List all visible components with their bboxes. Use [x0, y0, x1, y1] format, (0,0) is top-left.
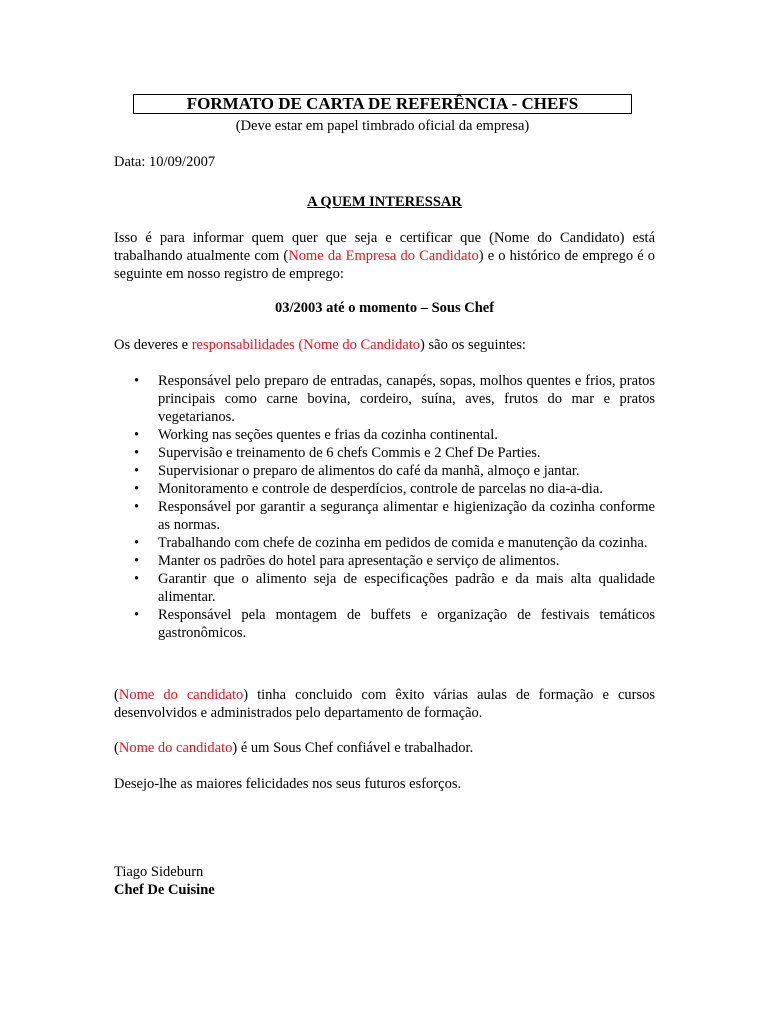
document-title: FORMATO DE CARTA DE REFERÊNCIA - CHEFS [133, 94, 632, 114]
duties-intro-end: ) são os seguintes: [420, 337, 526, 353]
signature-name: Tiago Sideburn [114, 864, 204, 880]
candidate-name-placeholder: Nome do candidato [118, 687, 244, 703]
duties-intro-start: Os deveres e [114, 337, 192, 353]
list-item: • Monitoramento e controle de desperdícios, controle de parcelas no dia-a-dia. [158, 480, 655, 498]
signature-title: Chef De Cuisine [114, 882, 215, 898]
reliability-text: ) é um Sous Chef confiável e trabalhador. [232, 740, 474, 756]
training-text: ) tinha concluido com êxito várias aulas de formação e cursos desenvolvidos e administrados pelo departamento de formação. [114, 687, 655, 721]
paren-open: ( [114, 740, 119, 756]
list-item: • Supervisão e treinamento de 6 chefs Commis e 2 Chef De Parties. [158, 444, 655, 462]
list-item: • Responsável por garantir a segurança alimentar e higienização da cozinha conforme as normas. [158, 498, 655, 534]
list-item: • Working nas seções quentes e frias da cozinha continental. [158, 426, 655, 444]
duties-list [158, 372, 655, 642]
intro-text-end: ) e o histórico de emprego é o seguinte em nosso registro de emprego: [114, 248, 656, 282]
list-item: • Supervisionar o preparo de alimentos do café da manhã, almoço e jantar. [158, 462, 655, 480]
salutation: A QUEM INTERESSAR [307, 194, 462, 210]
position-line: 03/2003 até o momento – Sous Chef [274, 300, 495, 316]
list-item: • Manter os padrões do hotel para apresentação e serviço de alimentos. [158, 552, 655, 570]
list-item: • Garantir que o alimento seja de especificações padrão e da mais alta qualidade alimentar. [158, 570, 655, 606]
paren-open: ( [114, 687, 119, 703]
responsibilities-placeholder: responsabilidades (Nome do Candidato [191, 337, 421, 353]
date-line: Data: 10/09/2007 [114, 154, 216, 170]
company-name-placeholder: Nome da Empresa do Candidato [288, 248, 479, 264]
document-subtitle: (Deve estar em papel timbrado oficial da empresa) [235, 118, 530, 134]
list-item: • Responsável pelo preparo de entradas, canapés, sopas, molhos quentes e frios, pratos principais como carne bovina, cordeiro, suína, aves, frutos do mar e pratos vegetarianos. [158, 372, 655, 426]
intro-paragraph [114, 229, 655, 283]
duties-intro [114, 336, 655, 354]
training-paragraph [114, 686, 655, 722]
list-item: • Responsável pela montagem de buffets e organização de festivais temáticos gastronômicos. [158, 606, 655, 642]
reliability-paragraph [114, 739, 655, 757]
intro-text-start: Isso é para informar quem quer que seja e certificar que (Nome do Candidato) está trabalhando atualmente com ( [114, 230, 655, 264]
closing-line: Desejo-lhe as maiores felicidades nos seus futuros esforços. [114, 776, 462, 792]
list-item: • Trabalhando com chefe de cozinha em pedidos de comida e manutenção da cozinha. [158, 534, 655, 552]
candidate-name-placeholder: Nome do candidato [118, 740, 233, 756]
